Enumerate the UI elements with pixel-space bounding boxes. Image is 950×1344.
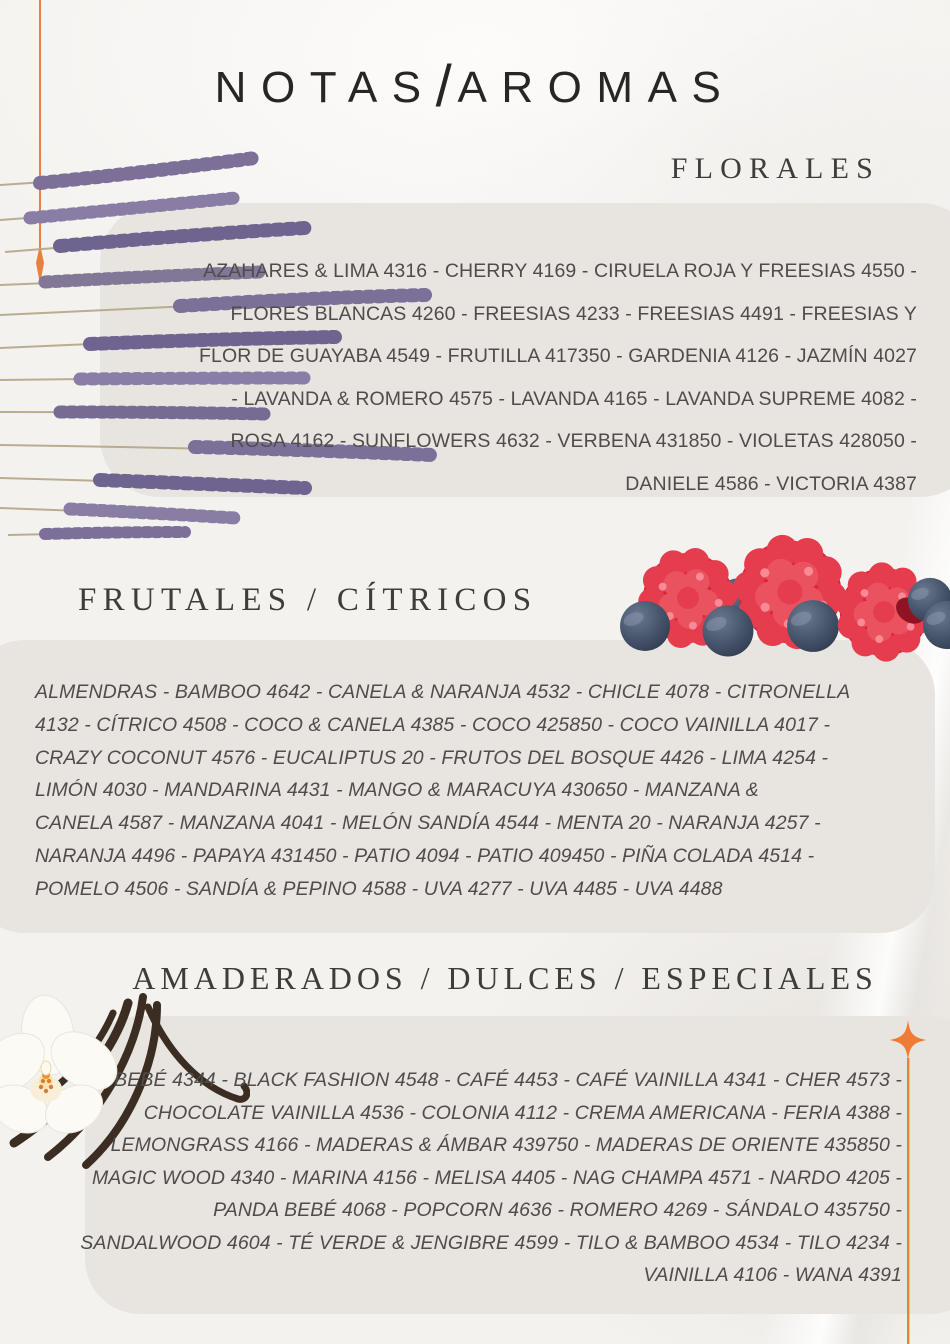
- fragrance-line: ALMENDRAS - BAMBOO 4642 - CANELA & NARANJA 4532 - CHICLE 4078 - CITRONELLA: [35, 681, 851, 703]
- fragrance-line: FLORES BLANCAS 4260 - FREESIAS 4233 - FREESIAS 4491 - FREESIAS Y: [230, 302, 917, 325]
- page-title: [0, 48, 950, 118]
- berries-image: [598, 518, 950, 678]
- fragrance-line: NARANJA 4496 - PAPAYA 431450 - PATIO 4094 - PATIO 409450 - PIÑA COLADA 4514 -: [35, 844, 815, 867]
- fragrance-line: CHOCOLATE VAINILLA 4536 - COLONIA 4112 - CREMA AMERICANA - FERIA 4388 -: [143, 1101, 902, 1124]
- fragrance-line: - LAVANDA & ROMERO 4575 - LAVANDA 4165 - LAVANDA SUPREME 4082 -: [231, 387, 917, 410]
- amaderados-list: [80, 1064, 902, 1292]
- amaderados-heading: AMADERADOS / DULCES / ESPECIALES: [132, 960, 878, 996]
- fragrance-line: MAGIC WOOD 4340 - MARINA 4156 - MELISA 4405 - NAG CHAMPA 4571 - NARDO 4205 -: [91, 1166, 902, 1189]
- frutales-heading: FRUTALES / CÍTRICOS: [78, 582, 538, 618]
- fragrance-line: CANELA 4587 - MANZANA 4041 - MELÓN SANDÍA 4544 - MENTA 20 - NARANJA 4257 -: [35, 812, 821, 835]
- title-aromas: AROMAS: [457, 63, 736, 112]
- fragrance-line: FLOR DE GUAYABA 4549 - FRUTILLA 417350 - GARDENIA 4126 - JAZMÍN 4027: [199, 345, 917, 367]
- title-notas: NOTAS: [214, 63, 436, 112]
- fragrance-line: DANIELE 4586 - VICTORIA 4387: [625, 472, 917, 495]
- fragrance-line: AZAHARES & LIMA 4316 - CHERRY 4169 - CIRUELA ROJA Y FREESIAS 4550 -: [203, 260, 917, 282]
- fragrance-line: SANDALWOOD 4604 - TÉ VERDE & JENGIBRE 4599 - TILO & BAMBOO 4534 - TILO 4234 -: [80, 1231, 902, 1254]
- accent-line-bottom-right: [880, 1014, 950, 1344]
- sparkle-icon: [890, 1020, 926, 1060]
- fragrance-line: LEMONGRASS 4166 - MADERAS & ÁMBAR 439750 - MADERAS DE ORIENTE 435850 -: [110, 1134, 902, 1156]
- fragrance-line: BEBÉ 4344 - BLACK FASHION 4548 - CAFÉ 4453 - CAFÉ VAINILLA 4341 - CHER 4573 -: [114, 1069, 902, 1091]
- frutales-list: [35, 676, 850, 906]
- fragrance-line: VAINILLA 4106 - WANA 4391: [643, 1264, 902, 1286]
- fragrance-line: PANDA BEBÉ 4068 - POPCORN 4636 - ROMERO 4269 - SÁNDALO 435750 -: [213, 1199, 902, 1221]
- florales-heading: FLORALES: [670, 152, 880, 185]
- fragrance-line: CRAZY COCONUT 4576 - EUCALIPTUS 20 - FRUTOS DEL BOSQUE 4426 - LIMA 4254 -: [35, 746, 829, 769]
- fragrance-line: 4132 - CÍTRICO 4508 - COCO & CANELA 4385 - COCO 425850 - COCO VAINILLA 4017 -: [35, 713, 831, 736]
- fragrance-line: LIMÓN 4030 - MANDARINA 4431 - MANGO & MARACUYA 430650 - MANZANA &: [35, 779, 759, 802]
- blueberry-shape: [620, 601, 670, 651]
- fragrance-line: ROSA 4162 - SUNFLOWERS 4632 - VERBENA 431850 - VIOLETAS 428050 -: [230, 430, 917, 452]
- blueberry-shape: [787, 600, 839, 652]
- title-slash: /: [435, 54, 458, 119]
- blueberry-shape: [703, 606, 754, 657]
- fragrance-line: POMELO 4506 - SANDÍA & PEPINO 4588 - UVA 4277 - UVA 4485 - UVA 4488: [35, 877, 723, 900]
- florales-list: [199, 250, 917, 505]
